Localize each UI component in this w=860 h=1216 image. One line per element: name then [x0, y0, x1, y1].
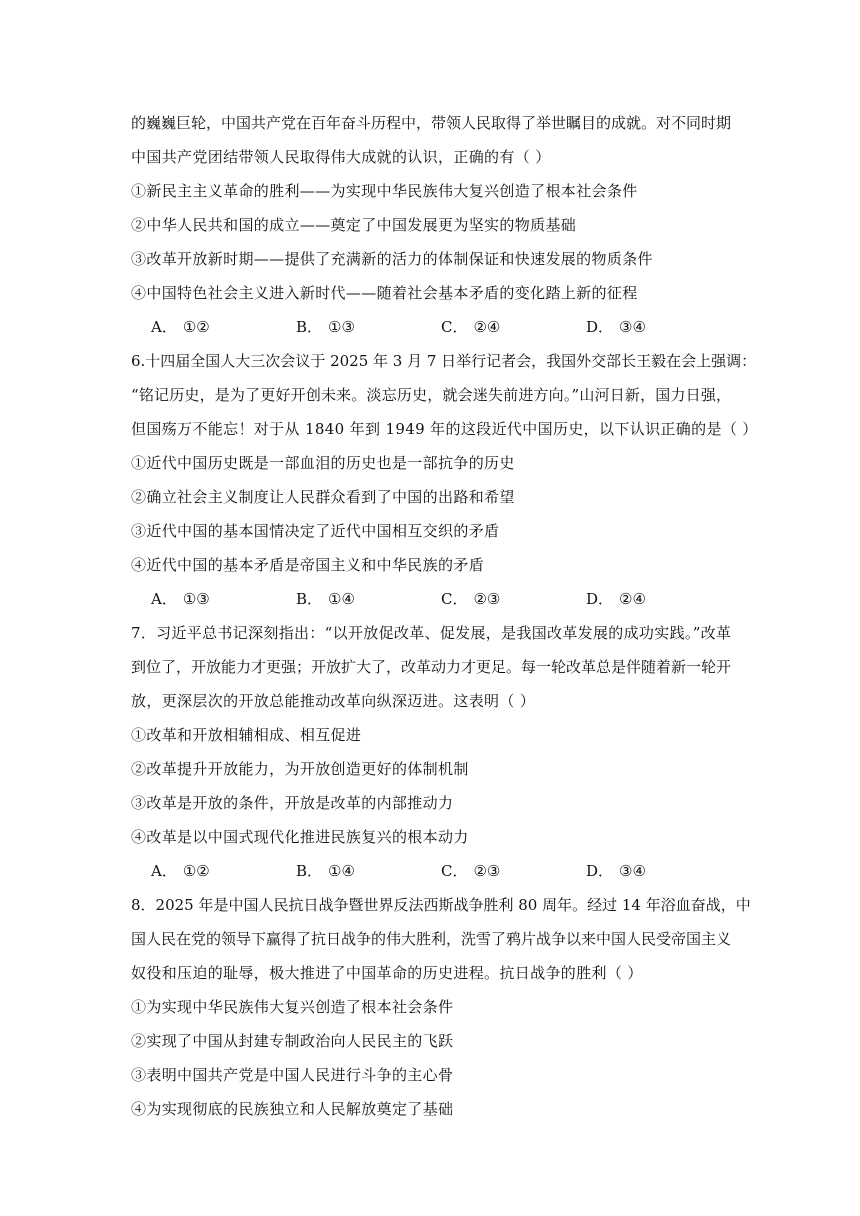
question-8-item-1: ①为实现中华民族伟大复兴创造了根本社会条件 [131, 998, 454, 1016]
question-6-item-3: ③近代中国的基本国情决定了近代中国相互交织的矛盾 [131, 522, 500, 540]
question-5-stem-line-2: 中国共产党团结带领人民取得伟大成就的认识，正确的有（ ） [131, 148, 551, 166]
option-d[interactable] [586, 854, 731, 888]
option-letter: A． [151, 590, 177, 608]
question-7-item-4: ④改革是以中国式现代化推进民族复兴的根本动力 [131, 828, 469, 846]
question-7-item-2: ②改革提升开放能力，为开放创造更好的体制机制 [131, 760, 469, 778]
option-d[interactable] [586, 310, 731, 344]
question-8-item-3: ③表明中国共产党是中国人民进行斗争的主心骨 [131, 1066, 454, 1084]
option-c[interactable] [441, 854, 586, 888]
option-a[interactable] [151, 582, 296, 616]
question-6-stem-line-3: 但国殇万不能忘！对于从 1840 年到 1949 年的这段近代中国历史，以下认识正确的是（ ） [131, 420, 758, 438]
option-text: ②③ [473, 862, 501, 880]
option-letter: D． [586, 862, 614, 880]
question-6-stem-line-2: “铭记历史，是为了更好开创未来。淡忘历史，就会迷失前进方向。”山河日新，国力日强， [131, 386, 731, 404]
question-7-stem-line-1: 7．习近平总书记深刻指出：“以开放促改革、促发展，是我国改革发展的成功实践。”改革 [131, 624, 731, 642]
question-7-options [131, 854, 731, 888]
option-text: ①③ [182, 590, 210, 608]
question-7 [131, 616, 731, 888]
option-b[interactable] [296, 310, 441, 344]
question-5-item-3: ③改革开放新时期——提供了充满新的活力的体制保证和快速发展的物质条件 [131, 250, 653, 268]
option-text: ①③ [328, 318, 355, 336]
question-5 [131, 106, 731, 344]
question-6-item-1: ①近代中国历史既是一部血泪的历史也是一部抗争的历史 [131, 454, 515, 472]
option-c[interactable] [441, 582, 586, 616]
question-5-item-4: ④中国特色社会主义进入新时代——随着社会基本矛盾的变化踏上新的征程 [131, 284, 638, 302]
option-letter: A． [151, 318, 177, 336]
question-8-stem-line-2: 国人民在党的领导下赢得了抗日战争的伟大胜利，洗雪了鸦片战争以来中国人民受帝国主义 [131, 930, 732, 948]
question-6-item-4: ④近代中国的基本矛盾是帝国主义和中华民族的矛盾 [131, 556, 485, 574]
question-7-stem-line-2: 到位了，开放能力才更强；开放扩大了，改革动力才更足。每一轮改革总是伴随着新一轮开 [131, 658, 732, 676]
option-text: ③④ [619, 318, 646, 336]
question-8-item-4: ④为实现彻底的民族独立和人民解放奠定了基础 [131, 1100, 454, 1118]
option-letter: D． [586, 318, 614, 336]
option-letter: A． [151, 862, 177, 880]
option-text: ①② [182, 862, 210, 880]
question-8-item-2: ②实现了中国从封建专制政治向人民民主的飞跃 [131, 1032, 454, 1050]
question-6-stem-line-1: 6.十四届全国人大三次会议于 2025 年 3 月 7 日举行记者会，我国外交部长王毅在会上强调： [131, 352, 757, 370]
option-b[interactable] [296, 854, 441, 888]
option-text: ②③ [473, 590, 501, 608]
option-letter: D． [586, 590, 614, 608]
option-b[interactable] [296, 582, 441, 616]
question-5-options [131, 310, 731, 344]
option-text: ②④ [619, 590, 646, 608]
question-6 [131, 344, 758, 616]
option-d[interactable] [586, 582, 731, 616]
question-5-item-2: ②中华人民共和国的成立——奠定了中国发展更为坚实的物质基础 [131, 216, 577, 234]
question-7-item-1: ①改革和开放相辅相成、相互促进 [131, 726, 362, 744]
question-6-item-2: ②确立社会主义制度让人民群众看到了中国的出路和希望 [131, 488, 515, 506]
option-text: ①④ [328, 590, 355, 608]
option-text: ②④ [473, 318, 501, 336]
option-text: ①② [182, 318, 210, 336]
question-7-item-3: ③改革是开放的条件，开放是改革的内部推动力 [131, 794, 454, 812]
question-5-stem-line-1: 的巍巍巨轮，中国共产党在百年奋斗历程中，带领人民取得了举世瞩目的成就。对不同时期 [131, 114, 732, 132]
question-8 [131, 888, 751, 1126]
question-7-stem-line-3: 放，更深层次的开放总能推动改革向纵深迈进。这表明（ ） [131, 692, 536, 710]
option-a[interactable] [151, 310, 296, 344]
option-letter: B． [296, 862, 323, 880]
question-6-options [131, 582, 731, 616]
option-letter: B． [296, 318, 323, 336]
question-5-item-1: ①新民主主义革命的胜利——为实现中华民族伟大复兴创造了根本社会条件 [131, 182, 638, 200]
option-text: ③④ [619, 862, 646, 880]
question-8-stem-line-1: 8．2025 年是中国人民抗日战争暨世界反法西斯战争胜利 80 周年。经过 14 年浴血奋战，中 [131, 896, 751, 914]
option-a[interactable] [151, 854, 296, 888]
option-letter: C． [441, 862, 468, 880]
option-c[interactable] [441, 310, 586, 344]
option-letter: C． [441, 590, 468, 608]
option-letter: C． [441, 318, 468, 336]
option-letter: B． [296, 590, 323, 608]
question-8-stem-line-3: 奴役和压迫的耻辱，极大推进了中国革命的历史进程。抗日战争的胜利（ ） [131, 964, 643, 982]
option-text: ①④ [328, 862, 355, 880]
page-content [131, 106, 758, 1126]
